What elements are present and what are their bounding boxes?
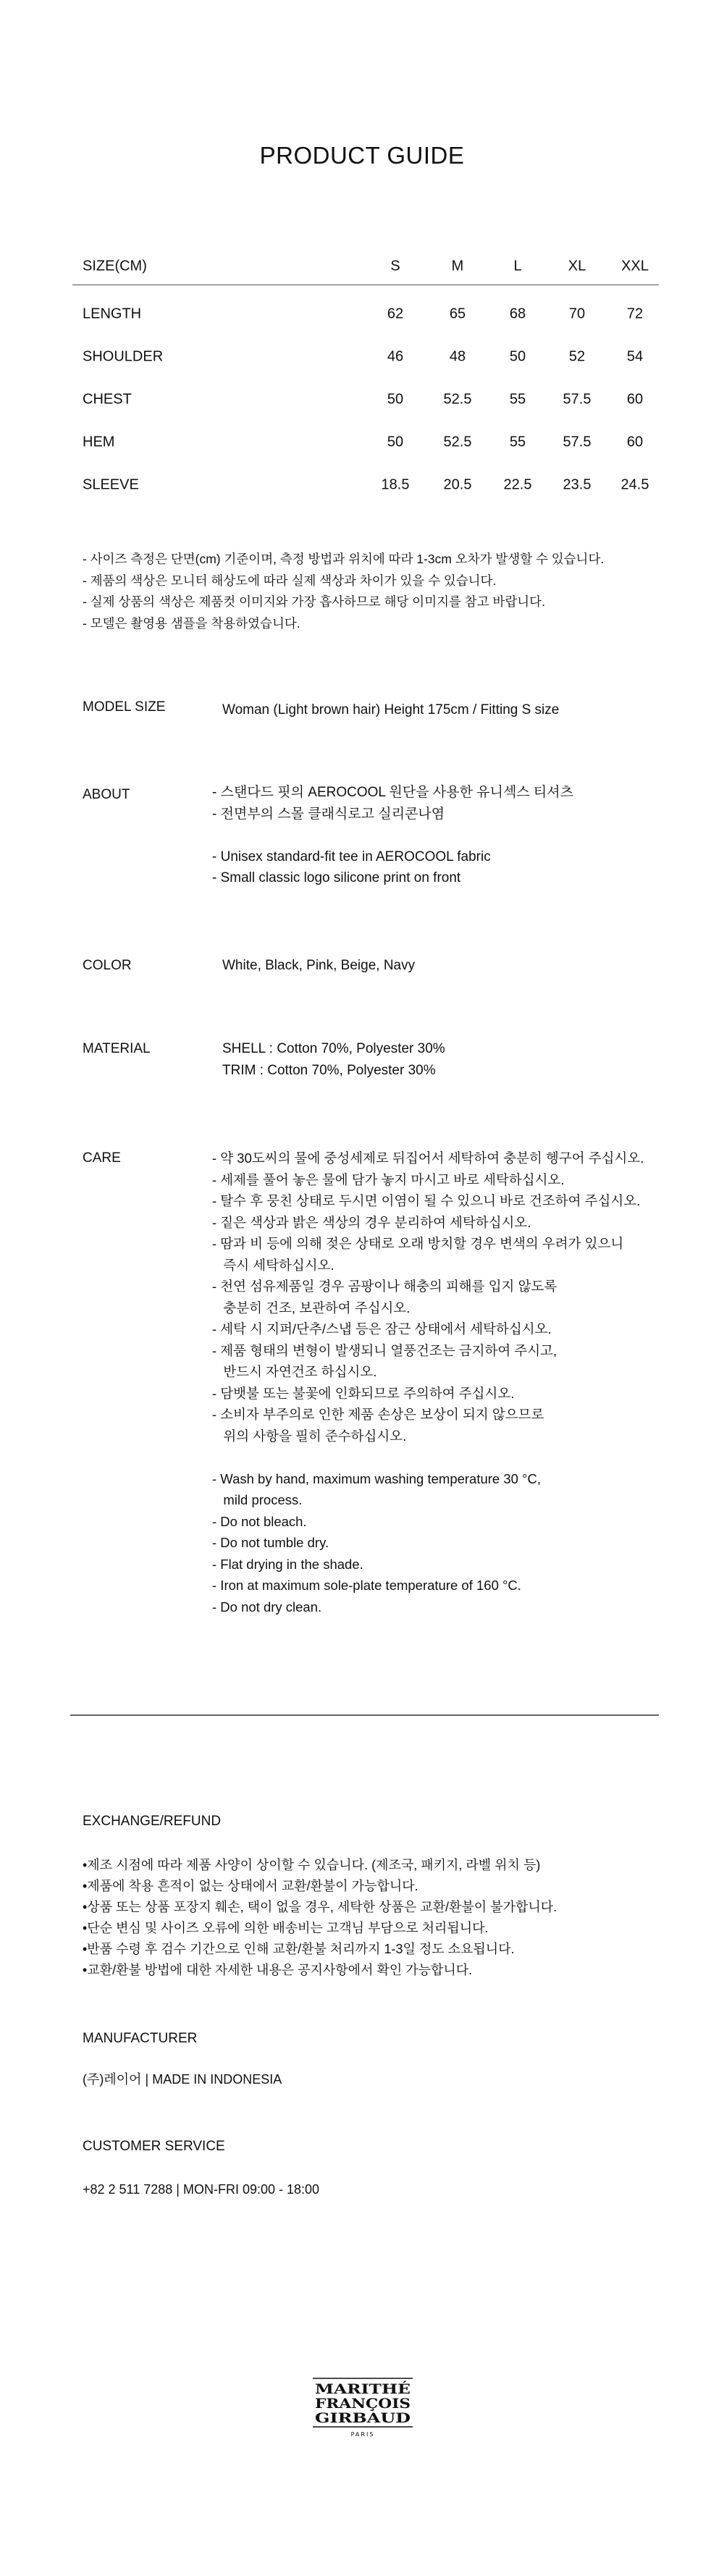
care-line: - 세탁 시 지퍼/단추/스냅 등은 잠근 상태에서 세탁하십시오. <box>212 1321 552 1337</box>
size-table <box>72 248 659 506</box>
care-line: - 소비자 부주의로 인한 제품 손상은 보상이 되지 않으므로 <box>212 1407 544 1422</box>
exchange-line: •제품에 착용 흔적이 없는 상태에서 교환/환불이 가능합니다. <box>83 1879 418 1893</box>
manufacturer-text: (주)레이어 | MADE IN INDONESIA <box>83 2072 282 2087</box>
size-header-label: SIZE(CM) <box>83 258 147 274</box>
table-cell: 46 <box>387 348 404 364</box>
about-line: - Small classic logo silicone print on front <box>212 870 461 885</box>
table-row <box>72 292 659 335</box>
table-cell: 50 <box>387 391 404 407</box>
customer-service-title: CUSTOMER SERVICE <box>83 2139 225 2154</box>
note-line: - 사이즈 측정은 단면(cm) 기준이며, 측정 방법과 위치에 따라 1-3cm 오차가 발생할 수 있습니다. <box>83 552 605 566</box>
care-line: - 탈수 후 뭉친 상태로 두시면 이염이 될 수 있으니 바로 건조하여 주십시오. <box>212 1193 641 1208</box>
care-line: 충분히 건조, 보관하여 주십시오. <box>212 1300 411 1316</box>
size-header-xl: XL <box>568 258 586 274</box>
material-body <box>222 1038 445 1081</box>
table-cell: 52.5 <box>443 434 472 450</box>
about-label: ABOUT <box>83 787 130 802</box>
row-label: LENGTH <box>83 306 142 321</box>
care-line: - 천연 섬유제품일 경우 곰팡이나 해충의 피해를 입지 않도록 <box>212 1279 557 1294</box>
table-row <box>72 378 659 421</box>
page-title: PRODUCT GUIDE <box>259 142 465 169</box>
color-text: White, Black, Pink, Beige, Navy <box>222 958 416 973</box>
size-notes <box>83 549 676 634</box>
about-line: - 전면부의 스몰 클래식로고 실리콘나염 <box>212 806 445 822</box>
care-label: CARE <box>83 1150 121 1166</box>
section-divider <box>70 1714 659 1716</box>
size-header-s: S <box>390 258 400 274</box>
about-body <box>212 782 573 889</box>
care-line: - Do not dry clean. <box>212 1599 322 1615</box>
table-cell: 24.5 <box>620 476 649 492</box>
manufacturer-value <box>83 2069 282 2090</box>
table-cell: 57.5 <box>563 434 592 450</box>
care-line: - 제품 형태의 변형이 발생되니 열풍건조는 금지하여 주시고, <box>212 1342 557 1358</box>
care-section <box>83 1150 676 1628</box>
care-line: - Wash by hand, maximum washing temperature 30 °C, <box>212 1470 541 1486</box>
table-row <box>72 463 659 506</box>
care-line: - Iron at maximum sole-plate temperature of 160 °C. <box>212 1578 521 1593</box>
manufacturer-title: MANUFACTURER <box>83 2031 198 2046</box>
brand-logo <box>311 2376 414 2443</box>
care-line: 즉시 세탁하십시오. <box>212 1257 334 1273</box>
table-cell: 55 <box>509 391 526 407</box>
care-line: - 땀과 비 등에 의해 젖은 상태로 오래 방치할 경우 변색의 우려가 있으니 <box>212 1236 624 1251</box>
note-line: - 실제 상품의 색상은 제품컷 이미지와 가장 흡사하므로 해당 이미지를 참고 바랍니다. <box>83 594 545 609</box>
table-cell: 55 <box>509 434 526 450</box>
table-cell: 54 <box>626 348 644 364</box>
table-row <box>72 335 659 378</box>
exchange-title: EXCHANGE/REFUND <box>83 1814 222 1829</box>
exchange-line: •상품 또는 상품 포장지 훼손, 택이 없을 경우, 세탁한 상품은 교환/환불이 불가합니다. <box>83 1900 557 1914</box>
table-cell: 70 <box>568 306 586 321</box>
exchange-line: •교환/환불 방법에 대한 자세한 내용은 공지사항에서 확인 가능합니다. <box>83 1963 473 1977</box>
logo-line-4: PARIS <box>350 2431 375 2438</box>
row-label: SLEEVE <box>83 476 139 492</box>
table-cell: 48 <box>449 348 466 364</box>
customer-service-text: +82 2 511 7288 | MON-FRI 09:00 - 18:00 <box>83 2182 320 2197</box>
logo-line-2: FRANÇOIS <box>315 2396 411 2412</box>
table-cell: 22.5 <box>503 476 532 492</box>
material-line: TRIM : Cotton 70%, Polyester 30% <box>222 1062 436 1078</box>
care-line: - 세제를 풀어 놓은 물에 담가 놓지 마시고 바로 세탁하십시오. <box>212 1171 565 1187</box>
material-section <box>83 1041 676 1092</box>
material-line: SHELL : Cotton 70%, Polyester 30% <box>222 1041 445 1056</box>
table-cell: 62 <box>387 306 404 321</box>
about-line: - Unisex standard-fit tee in AEROCOOL fabric <box>212 849 491 864</box>
care-line: - 담뱃불 또는 불꽃에 인화되므로 주의하여 주십시오. <box>212 1385 515 1401</box>
color-label: COLOR <box>83 958 132 973</box>
model-size-section <box>83 699 676 728</box>
table-cell: 72 <box>626 306 644 321</box>
care-line: - Do not bleach. <box>212 1513 307 1529</box>
table-row <box>72 421 659 463</box>
model-size-label: MODEL SIZE <box>83 699 166 715</box>
size-header-xxl: XXL <box>621 258 649 274</box>
table-cell: 68 <box>509 306 526 321</box>
size-header-m: M <box>451 258 464 274</box>
note-line: - 모델은 촬영용 샘플을 착용하였습니다. <box>83 615 300 631</box>
model-size-text: Woman (Light brown hair) Height 175cm / Fitting S size <box>222 702 560 717</box>
care-line: - Flat drying in the shade. <box>212 1556 363 1572</box>
color-value <box>222 955 415 977</box>
color-section <box>83 958 676 987</box>
care-line: 반드시 자연건조 하십시오. <box>212 1364 377 1379</box>
customer-service-value <box>83 2179 319 2200</box>
logo-line-3: GIRBAUD <box>315 2410 411 2426</box>
exchange-line: •제조 시점에 따라 제품 사양이 상이할 수 있습니다. (제조국, 패키지, 라벨 위치 등) <box>83 1858 541 1872</box>
table-cell: 50 <box>509 348 526 364</box>
care-line: - 약 30도씨의 물에 중성세제로 뒤집어서 세탁하여 충분히 헹구어 주십시오. <box>212 1150 644 1166</box>
table-cell: 57.5 <box>563 391 592 407</box>
table-cell: 52.5 <box>443 391 472 407</box>
exchange-line: •반품 수령 후 검수 기간으로 인해 교환/환불 처리까지 1-3일 정도 소요됩니다. <box>83 1942 515 1956</box>
size-table-header <box>72 248 659 285</box>
care-line: - 짙은 색상과 밝은 색상의 경우 분리하여 세탁하십시오. <box>212 1214 531 1230</box>
table-cell: 20.5 <box>443 476 472 492</box>
logo-line-1: MARITHÉ <box>315 2381 393 2397</box>
table-cell: 23.5 <box>563 476 592 492</box>
table-cell: 50 <box>387 434 404 450</box>
note-line: - 제품의 색상은 모니터 해상도에 따라 실제 색상과 차이가 있을 수 있습니다. <box>83 573 497 588</box>
material-label: MATERIAL <box>83 1041 151 1056</box>
table-cell: 52 <box>568 348 586 364</box>
care-line: - Do not tumble dry. <box>212 1535 329 1550</box>
row-label: CHEST <box>83 391 132 407</box>
model-size-value <box>222 699 559 721</box>
table-cell: 60 <box>626 391 644 407</box>
about-line <box>212 825 573 846</box>
table-cell: 65 <box>449 306 466 321</box>
exchange-line: •단순 변심 및 사이즈 오류에 의한 배송비는 고객님 부담으로 처리됩니다. <box>83 1921 489 1935</box>
care-line: 위의 사항을 필히 준수하십시오. <box>212 1428 407 1444</box>
size-header-l: L <box>513 258 522 274</box>
care-line <box>212 1447 644 1468</box>
about-section <box>83 786 676 901</box>
table-cell: 60 <box>626 434 644 450</box>
table-cell: 18.5 <box>381 476 410 492</box>
care-body <box>212 1148 644 1617</box>
exchange-body <box>83 1855 557 1981</box>
care-line: mild process. <box>212 1492 303 1507</box>
about-line: - 스탠다드 핏의 AEROCOOL 원단을 사용한 유니섹스 티셔츠 <box>212 785 573 800</box>
row-label: SHOULDER <box>83 348 164 364</box>
row-label: HEM <box>83 434 115 450</box>
